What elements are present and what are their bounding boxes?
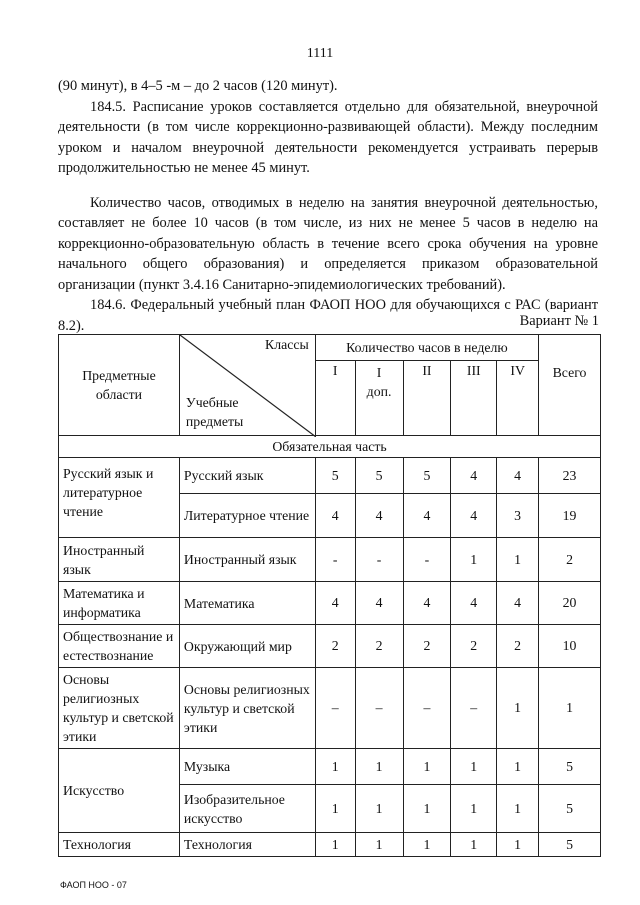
area-social-natural-science: Обществознание и естествознание <box>59 625 180 668</box>
paragraph-184-5: 184.5. Расписание уроков составляется отдельно для обязательной, внеурочной деятельности (в том числе коррекционно-развивающей области). Между последним уроком и началом внеурочной деятельности рекомендуется устраивать перерыв продолжительностью не менее 45 минут. <box>58 98 598 176</box>
subject-technology: Технология <box>179 833 315 857</box>
header-class-4: IV <box>497 361 539 436</box>
subject-religious-cultures: Основы религиозных культур и светской этики <box>179 668 315 749</box>
header-class-1-dop <box>355 361 403 436</box>
hours-cell: 2 <box>315 625 355 668</box>
subject-foreign-language: Иностранный язык <box>179 538 315 582</box>
header-areas: Предметные области <box>59 335 180 436</box>
total-cell: 23 <box>539 458 601 494</box>
hours-cell: 1 <box>497 833 539 857</box>
hours-cell: 4 <box>497 458 539 494</box>
hours-cell: 1 <box>355 833 403 857</box>
hours-cell: 2 <box>451 625 497 668</box>
hours-cell: 4 <box>315 494 355 538</box>
hours-cell: 1 <box>451 833 497 857</box>
total-cell: 20 <box>539 582 601 625</box>
total-cell: 5 <box>539 749 601 785</box>
hours-cell: 2 <box>497 625 539 668</box>
hours-cell: 1 <box>497 749 539 785</box>
paragraph-184-6: 184.6. Федеральный учебный план ФАОП НОО для обучающихся с РАС (вариант 8.2). <box>58 297 598 334</box>
hours-cell: 1 <box>403 833 451 857</box>
subject-music: Музыка <box>179 749 315 785</box>
total-cell: 5 <box>539 833 601 857</box>
hours-cell: 1 <box>403 749 451 785</box>
hours-cell: 2 <box>355 625 403 668</box>
page-number: 1111 <box>306 46 334 61</box>
header-class-1-dop-a: I <box>376 365 382 381</box>
header-total: Всего <box>539 335 601 436</box>
section-mandatory: Обязательная часть <box>59 436 601 458</box>
hours-cell: 1 <box>497 785 539 833</box>
header-class-1: I <box>315 361 355 436</box>
hours-cell: 1 <box>355 749 403 785</box>
hours-cell: 4 <box>451 494 497 538</box>
hours-cell: - <box>355 538 403 582</box>
total-cell: 19 <box>539 494 601 538</box>
subject-world-around: Окружающий мир <box>179 625 315 668</box>
hours-cell: 5 <box>315 458 355 494</box>
hours-cell: 5 <box>403 458 451 494</box>
hours-cell: 5 <box>355 458 403 494</box>
hours-cell: – <box>355 668 403 749</box>
hours-cell: 1 <box>355 785 403 833</box>
header-class-1-dop-b: доп. <box>366 384 392 400</box>
total-cell: 1 <box>539 668 601 749</box>
header-classes: Классы <box>265 337 309 352</box>
subject-literature: Литературное чтение <box>179 494 315 538</box>
total-cell: 2 <box>539 538 601 582</box>
hours-cell: 4 <box>403 582 451 625</box>
hours-cell: 4 <box>497 582 539 625</box>
paragraph-hours: Количество часов, отводимых в неделю на занятия внеурочной деятельностью, составляет не более 10 часов (в том числе, из них не менее 5 часов в неделю на коррекционно-образовательную область в течение всего срока обучения на уровне начального общего образования) и определяется приказом образовательной организации (пункт 3.4.16 Санитарно-эпидемиологических требований). <box>58 194 598 293</box>
hours-cell: – <box>451 668 497 749</box>
paragraph-1: (90 минут), в 4–5 -м – до 2 часов (120 минут). <box>58 78 338 94</box>
header-hours-per-week: Количество часов в неделю <box>315 335 538 361</box>
header-class-3: III <box>451 361 497 436</box>
subject-fine-art: Изобразительное искусство <box>179 785 315 833</box>
header-subjects: Учебные предметы <box>185 395 244 429</box>
header-class-2: II <box>403 361 451 436</box>
area-mathematics: Математика и информатика <box>59 582 180 625</box>
hours-cell: 1 <box>403 785 451 833</box>
hours-cell: 4 <box>451 458 497 494</box>
area-technology: Технология <box>59 833 180 857</box>
hours-cell: – <box>403 668 451 749</box>
footer-code: ФАОП НОО - 07 <box>60 880 127 890</box>
curriculum-table <box>58 334 601 857</box>
area-arts: Искусство <box>59 749 180 833</box>
hours-cell: 4 <box>451 582 497 625</box>
hours-cell: 4 <box>315 582 355 625</box>
hours-cell: 1 <box>497 668 539 749</box>
area-religious-cultures: Основы религиозных культур и светской этики <box>59 668 180 749</box>
hours-cell: 1 <box>451 538 497 582</box>
hours-cell: 3 <box>497 494 539 538</box>
hours-cell: 4 <box>355 494 403 538</box>
hours-cell: 4 <box>355 582 403 625</box>
subject-russian: Русский язык <box>179 458 315 494</box>
area-foreign-language: Иностранный язык <box>59 538 180 582</box>
hours-cell: – <box>315 668 355 749</box>
hours-cell: 1 <box>315 833 355 857</box>
area-russian-literature: Русский язык и литературное чтение <box>59 458 180 538</box>
hours-cell: 1 <box>315 785 355 833</box>
body-text <box>58 76 598 336</box>
variant-label: Вариант № 1 <box>519 313 599 329</box>
hours-cell: 1 <box>451 785 497 833</box>
hours-cell: 1 <box>315 749 355 785</box>
hours-cell: 4 <box>403 494 451 538</box>
header-diagonal-cell <box>179 335 315 436</box>
hours-cell: 2 <box>403 625 451 668</box>
hours-cell: 1 <box>451 749 497 785</box>
total-cell: 10 <box>539 625 601 668</box>
total-cell: 5 <box>539 785 601 833</box>
hours-cell: 1 <box>497 538 539 582</box>
hours-cell: - <box>315 538 355 582</box>
hours-cell: - <box>403 538 451 582</box>
subject-mathematics: Математика <box>179 582 315 625</box>
